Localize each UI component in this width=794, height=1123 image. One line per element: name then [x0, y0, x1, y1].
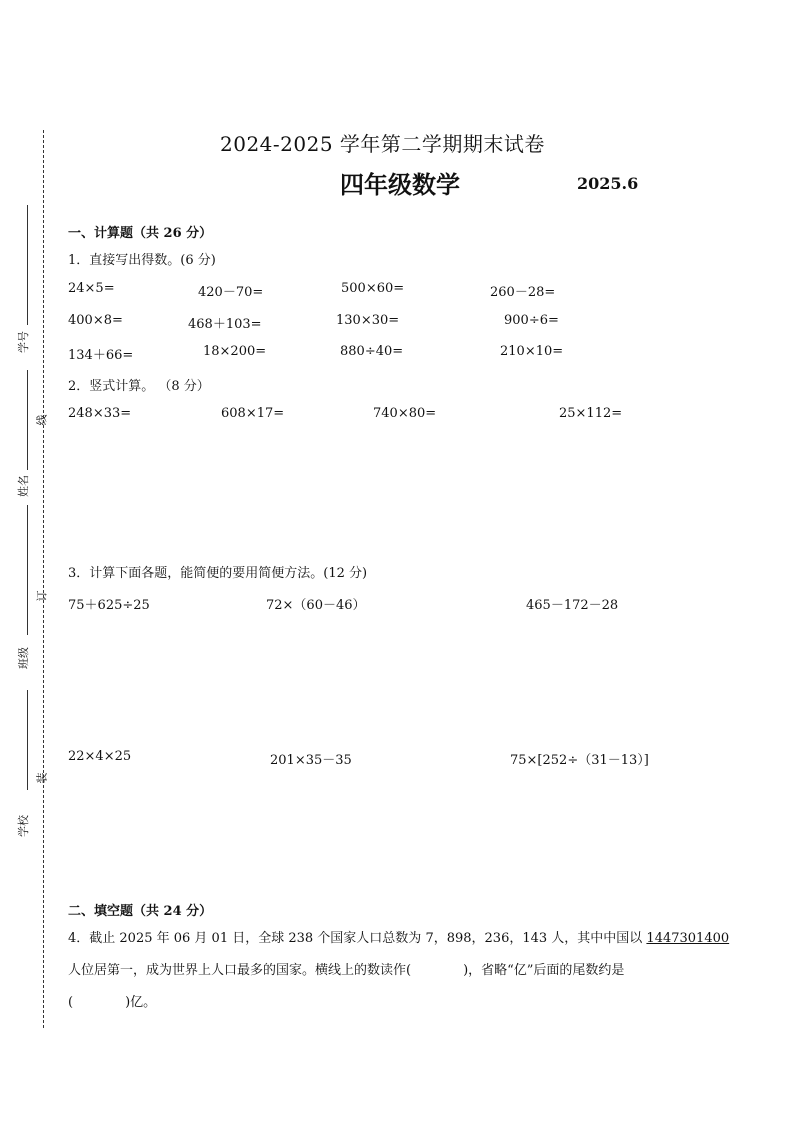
school-underline	[27, 690, 28, 790]
binding-mark-xian: 线	[35, 414, 49, 426]
exam-title: 2024-2025 学年第二学期期末试卷	[220, 132, 545, 156]
q2-item-4: 25×112=	[559, 406, 623, 421]
q2-label: 2．竖式计算。 （8 分）	[68, 379, 210, 394]
q1-r1-c1: 24×5=	[68, 281, 115, 296]
subject-title: 四年级数学	[340, 170, 460, 199]
student-id-label: 学号	[17, 331, 30, 353]
section2-title: 二、填空题（共 24 分）	[68, 904, 213, 919]
q4-line1	[68, 927, 729, 946]
q1-label: 1．直接写出得数。(6 分)	[68, 253, 216, 268]
q1-r1-c4: 260－28=	[490, 285, 556, 300]
q1-r1-c2: 420－70=	[198, 285, 264, 300]
name-underline	[27, 370, 28, 470]
binding-mark-ding: 订	[35, 590, 49, 602]
q1-r3-c3: 880÷40=	[340, 344, 404, 359]
q3-r2-c1: 22×4×25	[68, 749, 132, 764]
q3-r1-c2: 72×（60－46）	[266, 598, 366, 613]
q3-r2-c2: 201×35－35	[270, 753, 352, 768]
q1-r2-c3: 130×30=	[336, 313, 400, 328]
q1-r2-c4: 900÷6=	[504, 313, 559, 328]
name-label: 姓名	[17, 475, 30, 497]
q1-r2-c1: 400×8=	[68, 313, 123, 328]
q1-r3-c4: 210×10=	[500, 344, 564, 359]
q1-r1-c3: 500×60=	[341, 281, 405, 296]
q4-line2: 人位居第一，成为世界上人口最多的国家。横线上的数读作( )，省略“亿”后面的尾数约是	[68, 963, 625, 978]
q3-label: 3．计算下面各题，能简便的要用简便方法。(12 分)	[68, 566, 368, 581]
q3-r1-c1: 75＋625÷25	[68, 598, 150, 613]
q2-item-1: 248×33=	[68, 406, 132, 421]
q3-r2-c3: 75×[252÷（31－13）]	[510, 753, 649, 768]
exam-date: 2025.6	[577, 174, 639, 193]
q2-item-3: 740×80=	[373, 406, 437, 421]
student-id-underline	[27, 205, 28, 325]
q3-r1-c3: 465－172－28	[526, 598, 619, 613]
binding-dashed-line	[43, 130, 44, 1028]
class-underline	[27, 505, 28, 635]
school-label: 学校	[17, 815, 30, 837]
section1-title: 一、计算题（共 26 分）	[68, 226, 213, 241]
q1-r2-c2: 468＋103=	[188, 317, 262, 332]
q1-r3-c1: 134＋66=	[68, 348, 134, 363]
class-label: 班级	[17, 647, 30, 669]
q4-line3: ( )亿。	[68, 995, 157, 1010]
q4-line1-text: 4．截止 2025 年 06 月 01 日，全球 238 个国家人口总数为 7，898，236，143 人，其中中国以	[68, 931, 647, 946]
q1-r3-c2: 18×200=	[203, 344, 267, 359]
q4-underlined-number: 1447301400	[646, 931, 730, 946]
binding-mark-zhuang: 装	[35, 772, 49, 784]
q2-item-2: 608×17=	[221, 406, 285, 421]
